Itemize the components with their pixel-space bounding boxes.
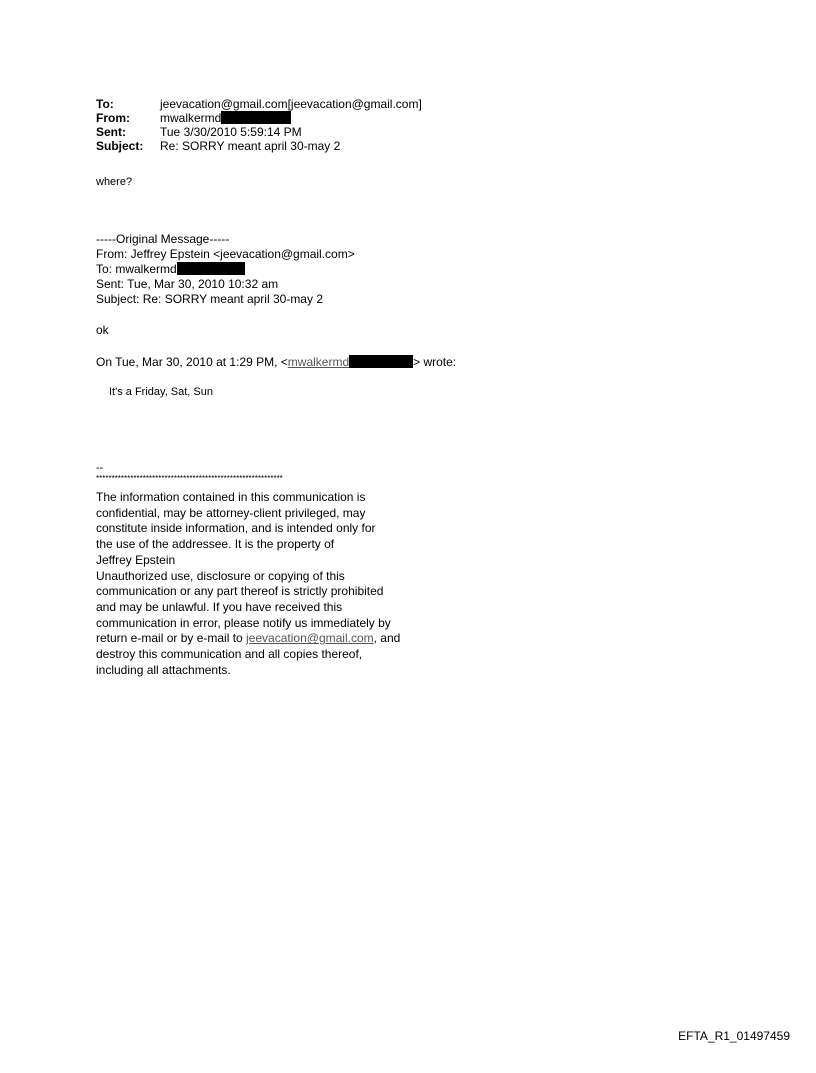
quote-intro-prefix: On Tue, Mar 30, 2010 at 1:29 PM, < — [96, 355, 288, 369]
quoted-text: It's a Friday, Sat, Sun — [109, 386, 213, 398]
original-to-prefix: To: mwalkermd — [96, 262, 177, 276]
from-value: mwalkermd — [160, 111, 222, 125]
from-value-group — [160, 111, 291, 125]
disclaimer-line: Jeffrey Epstein — [96, 552, 176, 567]
sent-value: Tue 3/30/2010 5:59:14 PM — [160, 125, 302, 139]
reply-body: where? — [96, 176, 133, 188]
disclaimer-line: communication or any part thereof is strictly prohibited — [96, 584, 384, 599]
quote-email-link[interactable]: mwalkermd — [287, 355, 350, 369]
to-value: jeevacation@gmail.com[jeevacation@gmail.com] — [160, 97, 422, 111]
document-id: EFTA_R1_01497459 — [678, 1029, 790, 1043]
redaction-box — [349, 355, 413, 368]
redaction-box — [221, 111, 291, 124]
subject-label: Subject: — [96, 139, 144, 153]
disclaimer-line: The information contained in this communication is — [96, 490, 366, 504]
sent-row — [96, 125, 422, 139]
subject-value: Re: SORRY meant april 30-may 2 — [160, 139, 341, 153]
to-label: To: — [96, 97, 114, 111]
email-header — [96, 97, 422, 153]
disclaimer-email-link[interactable]: jeevacation@gmail.com — [246, 631, 374, 646]
redaction-box — [177, 262, 245, 275]
to-row — [96, 97, 422, 111]
signature-stars: ************************************************************ — [96, 474, 283, 483]
original-subject-line: Subject: Re: SORRY meant april 30-may 2 — [96, 292, 323, 306]
disclaimer-line: the use of the addressee. It is the property of — [96, 537, 335, 552]
disclaimer-line: Unauthorized use, disclosure or copying of this — [96, 568, 345, 583]
confidentiality-disclaimer — [96, 490, 456, 678]
disclaimer-line: constitute inside information, and is intended only for — [96, 521, 376, 536]
from-row — [96, 111, 422, 125]
disclaimer-line: and may be unlawful. If you have received this — [96, 599, 343, 614]
original-body: ok — [96, 323, 109, 337]
from-label: From: — [96, 111, 130, 125]
disclaimer-line: destroy this communication and all copies thereof, — [96, 647, 363, 662]
return-prefix: return e-mail or by e-mail to — [96, 631, 247, 646]
return-suffix: , and — [373, 631, 401, 646]
disclaimer-line: confidential, may be attorney-client privileged, may — [96, 505, 366, 520]
signature-dashes: -- — [96, 462, 104, 474]
original-to-line — [96, 262, 245, 277]
original-from-line: From: Jeffrey Epstein <jeevacation@gmail.com> — [96, 247, 355, 261]
original-message-marker: -----Original Message----- — [96, 232, 230, 246]
subject-row — [96, 139, 422, 153]
original-sent-line: Sent: Tue, Mar 30, 2010 10:32 am — [96, 277, 279, 291]
quote-intro-suffix: > wrote: — [413, 355, 457, 369]
disclaimer-line: communication in error, please notify us immediately by — [96, 615, 391, 630]
quote-intro — [96, 355, 456, 370]
disclaimer-return-line — [96, 631, 456, 647]
disclaimer-line: including all attachments. — [96, 662, 231, 677]
sent-label: Sent: — [96, 125, 126, 139]
